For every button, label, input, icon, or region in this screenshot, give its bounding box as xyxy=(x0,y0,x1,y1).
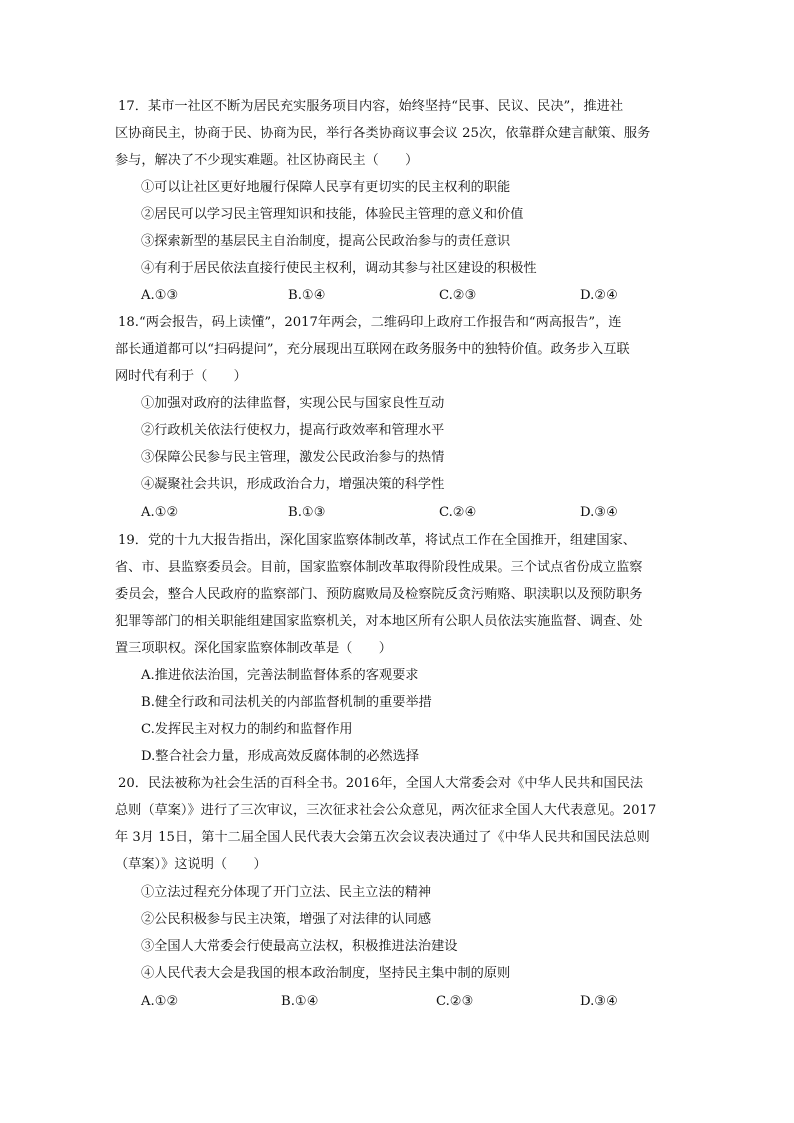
q18-statement-1: ①加强对政府的法律监督，实现公民与国家良性互动 xyxy=(141,396,445,411)
q17-statement-4: ④有利于居民依法直接行使民主权利，调动其参与社区建设的积极性 xyxy=(141,261,537,276)
q17-stem-line-2: 区协商民主，协商于民、协商为民，举行各类协商议事会议 25次，依靠群众建言献策、服务 xyxy=(115,126,651,141)
q19-stem-line-3: 委员会，整合人民政府的监察部门、预防腐败局及检察院反贪污贿赂、职渎职以及预防职务 xyxy=(115,587,643,602)
q20-statement-2: ②公民积极参与民主决策，增强了对法律的认同感 xyxy=(141,912,432,927)
q20-option-c: C.②③ xyxy=(436,994,474,1009)
q17-option-d: D.②④ xyxy=(580,288,618,303)
q19-stem-line-5: 置三项职权。深化国家监察体制改革是（ ） xyxy=(115,641,392,656)
q17-statement-2: ②居民可以学习民主管理知识和技能，体验民主管理的意义和价值 xyxy=(141,207,524,222)
q20-statement-3: ③全国人大常委会行使最高立法权，积极推进法治建设 xyxy=(141,939,458,954)
q17-option-c: C.②③ xyxy=(439,288,477,303)
q18-option-d: D.③④ xyxy=(580,505,618,520)
q19-stem-line-4: 犯罪等部门的相关职能组建国家监察机关，对本地区所有公职人员依法实施监督、调查、处 xyxy=(115,614,643,629)
q18-statement-3: ③保障公民参与民主管理，激发公民政治参与的热情 xyxy=(141,450,445,465)
q19-option-d: D.整合社会力量，形成高效反腐体制的必然选择 xyxy=(141,749,420,764)
q18-statement-2: ②行政机关依法行使权力，提高行政效率和管理水平 xyxy=(141,423,445,438)
q20-statement-4: ④人民代表大会是我国的根本政治制度，坚持民主集中制的原则 xyxy=(141,966,511,981)
q20-stem-line-1: 20．民法被称为社会生活的百科全书。2016年，全国人大常委会对《中华人民共和国民法 xyxy=(118,776,644,791)
q18-statement-4: ④凝聚社会共识，形成政治合力，增强决策的科学性 xyxy=(141,477,445,492)
q17-statement-3: ③探索新型的基层民主自治制度，提高公民政治参与的责任意识 xyxy=(141,234,511,249)
q19-option-c: C.发挥民主对权力的制约和监督作用 xyxy=(141,722,353,737)
q18-stem-line-3: 网时代有利于（ ） xyxy=(115,369,247,384)
q20-stem-line-3: 年 3月 15日，第十二届全国人民代表大会第五次会议表决通过了《中华人民共和国民法总则 xyxy=(115,830,650,845)
q19-option-a: A.推进依法治国，完善法制监督体系的客观要求 xyxy=(141,668,419,683)
q20-statement-1: ①立法过程充分体现了开门立法、民主立法的精神 xyxy=(141,885,432,900)
q18-option-b: B.①③ xyxy=(288,505,326,520)
q17-stem-line-1: 17．某市一社区不断为居民充实服务项目内容，始终坚持“民事、民议、民决”，推进社 xyxy=(118,99,624,114)
q18-option-c: C.②④ xyxy=(439,505,477,520)
q17-option-a: A.①③ xyxy=(141,288,179,303)
q18-option-a: A.①② xyxy=(141,505,179,520)
q20-stem-line-2: 总则（草案）》进行了三次审议，三次征求社会公众意见，两次征求全国人大代表意见。2017 xyxy=(115,803,657,818)
q17-statement-1: ①可以让社区更好地履行保障人民享有更切实的民主权利的职能 xyxy=(141,180,511,195)
q18-stem-line-2: 部长通道都可以“扫码提问”，充分展现出互联网在政务服务中的独特价值。政务步入互联 xyxy=(115,342,630,357)
q20-option-a: A.①② xyxy=(141,994,179,1009)
q20-option-b: B.①④ xyxy=(281,994,319,1009)
q20-stem-line-4: （草案）》这说明（ ） xyxy=(115,857,267,872)
q18-stem-line-1: 18.“两会报告，码上读懂”，2017年两会，二维码印上政府工作报告和“两高报告”，连 xyxy=(118,315,622,330)
q19-option-b: B.健全行政和司法机关的内部监督机制的重要举措 xyxy=(141,695,432,710)
q20-option-d: D.③④ xyxy=(580,994,618,1009)
q17-option-b: B.①④ xyxy=(288,288,326,303)
q19-stem-line-2: 省、市、县监察委员会。目前，国家监察体制改革取得阶段性成果。三个试点省份成立监察 xyxy=(115,560,643,575)
q17-stem-line-3: 参与，解决了不少现实难题。社区协商民主（ ） xyxy=(115,153,419,168)
q19-stem-line-1: 19．党的十九大报告指出，深化国家监察体制改革，将试点工作在全国推开，组建国家、 xyxy=(118,533,636,548)
